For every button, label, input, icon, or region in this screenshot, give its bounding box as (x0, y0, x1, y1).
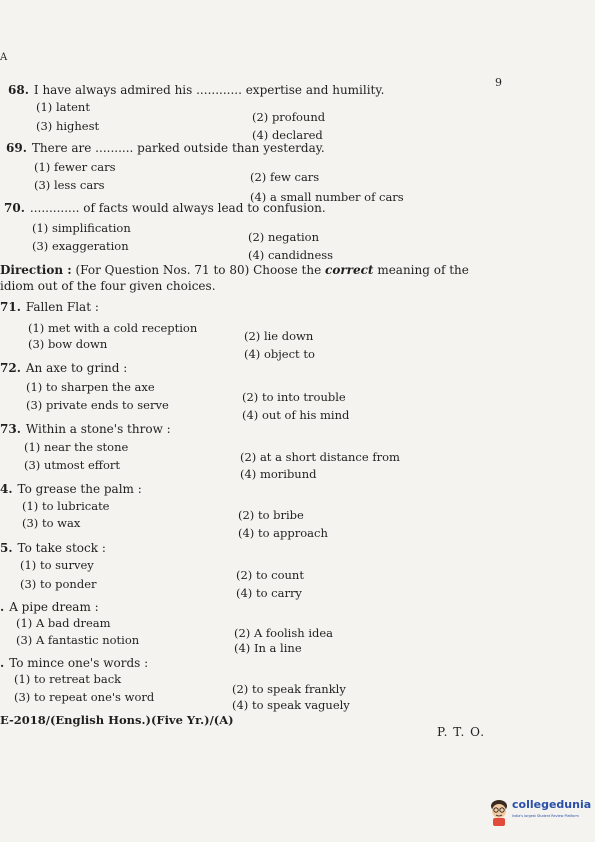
question-number: 4. (0, 482, 13, 496)
option-1: (1) to survey (20, 558, 94, 572)
question-number: 68. (8, 83, 29, 97)
question-number: 73. (0, 422, 21, 436)
question-75 (0, 541, 106, 555)
option-1: (1) to retreat back (14, 672, 122, 686)
option-2: (2) negation (248, 230, 320, 244)
question-76 (0, 600, 99, 614)
mascot-icon (488, 797, 510, 827)
question-text: To mince one's words : (9, 656, 149, 670)
option-3: (3) bow down (28, 337, 108, 351)
page-number: 9 (495, 76, 502, 89)
option-4: (4) to speak vaguely (232, 698, 350, 712)
question-text: To grease the palm : (17, 482, 142, 496)
option-3: (3) utmost effort (24, 458, 120, 472)
question-number: 69. (6, 141, 27, 155)
question-number: 5. (0, 541, 13, 555)
direction-label: Direction : (0, 263, 72, 277)
direction-part1: (For Question Nos. 71 to 80) Choose the (75, 263, 322, 277)
option-1: (1) near the stone (24, 440, 129, 454)
option-4: (4) object to (244, 347, 315, 361)
question-text: An axe to grind : (25, 361, 128, 375)
direction-part2: meaning of the idiom out of the four given choices. (0, 263, 469, 293)
option-4: (4) out of his mind (242, 408, 350, 422)
option-3: (3) to repeat one's word (14, 690, 155, 704)
option-1: (1) to sharpen the axe (26, 380, 155, 394)
option-3: (3) exaggeration (32, 239, 129, 253)
question-text: ............. of facts would always lead to confusion. (29, 201, 326, 215)
question-text: Fallen Flat : (25, 300, 99, 314)
option-2: (2) few cars (250, 170, 320, 184)
option-3: (3) to ponder (20, 577, 97, 591)
question-text: Within a stone's throw : (25, 422, 171, 436)
question-72 (0, 361, 127, 375)
option-2: (2) to count (236, 568, 304, 582)
option-4: (4) moribund (240, 467, 317, 481)
logo-name: collegedunia (512, 798, 592, 811)
direction-emphasis: correct (325, 263, 374, 277)
option-4: (4) a small number of cars (250, 190, 404, 204)
option-1: (1) simplification (32, 221, 131, 235)
option-2: (2) profound (252, 110, 326, 124)
option-2: (2) to speak frankly (232, 682, 346, 696)
pto-mark: P. T. O. (437, 725, 486, 739)
question-number: 70. (4, 201, 25, 215)
question-73 (0, 422, 171, 436)
option-3: (3) highest (36, 119, 100, 133)
question-text: I have always admired his ............ expertise and humility. (33, 83, 385, 97)
question-71 (0, 300, 99, 314)
option-2: (2) A foolish idea (234, 626, 334, 640)
paper-code: E-2018/(English Hons.)(Five Yr.)/(A) (0, 713, 234, 727)
option-1: (1) A bad dream (16, 616, 111, 630)
option-4: (4) to carry (236, 586, 302, 600)
question-number: . (0, 600, 5, 614)
option-2: (2) lie down (244, 329, 314, 343)
option-2: (2) at a short distance from (240, 450, 400, 464)
option-3: (3) A fantastic notion (16, 633, 140, 647)
corner-mark: A (0, 52, 8, 63)
option-1: (1) latent (36, 100, 90, 114)
question-text: To take stock : (17, 541, 106, 555)
collegedunia-logo (488, 797, 592, 827)
question-number: 71. (0, 300, 21, 314)
option-2: (2) to bribe (238, 508, 304, 522)
option-4: (4) declared (252, 128, 323, 142)
question-text: A pipe dream : (9, 600, 99, 614)
option-1: (1) fewer cars (34, 160, 116, 174)
question-74 (0, 482, 142, 496)
option-4: (4) In a line (234, 641, 302, 655)
question-text: There are .......... parked outside than yesterday. (31, 141, 325, 155)
option-4: (4) candidness (248, 248, 334, 262)
option-3: (3) less cars (34, 178, 105, 192)
logo-tagline: India's largest Student Review Platform (512, 814, 579, 818)
option-4: (4) to approach (238, 526, 328, 540)
question-number: . (0, 656, 5, 670)
question-number: 72. (0, 361, 21, 375)
option-1: (1) met with a cold reception (28, 321, 198, 335)
question-69 (6, 141, 325, 155)
direction-text (0, 262, 495, 294)
option-3: (3) private ends to serve (26, 398, 169, 412)
question-70 (4, 201, 326, 215)
question-68 (8, 83, 384, 97)
question-77 (0, 656, 148, 670)
option-3: (3) to wax (22, 516, 81, 530)
option-2: (2) to into trouble (242, 390, 346, 404)
option-1: (1) to lubricate (22, 499, 110, 513)
